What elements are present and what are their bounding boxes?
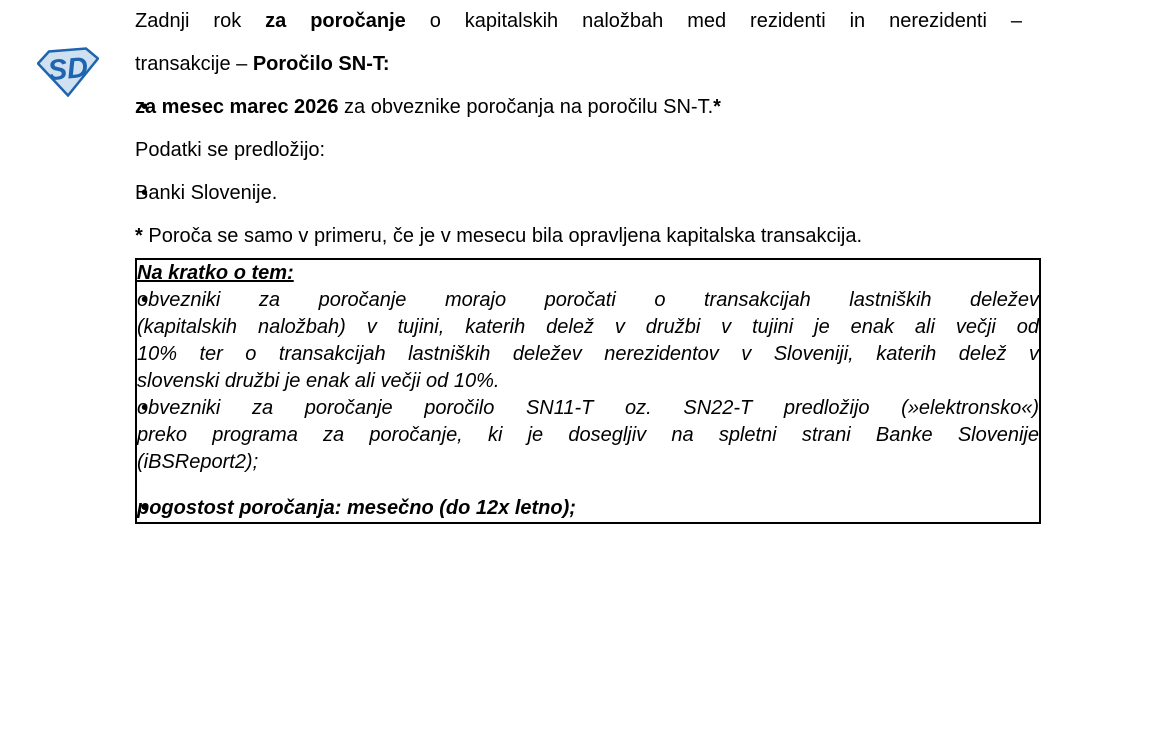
submission-list (135, 172, 1022, 215)
text-line: slovenski družbi je enak ali večji od 10%. (137, 370, 500, 392)
text-line: • obvezniki za poročanje poročilo SN11-T oz. SN22-T predložijo (»elektronsko«) (137, 397, 1039, 419)
text-line: 10% ter o transakcijah lastniških deležev nerezidentov v Sloveniji, katerih delež v (137, 343, 1039, 365)
info-box-item (137, 395, 1039, 476)
info-box (135, 258, 1041, 524)
text-line (135, 43, 1022, 86)
intro-text: o kapitalskih naložbah med rezidenti in nerezidenti – (405, 10, 1022, 32)
info-box-item (137, 287, 1039, 395)
footnote-marker: * (135, 225, 143, 247)
text-line: (iBSReport2); (137, 451, 259, 473)
intro-text: Zadnji rok (135, 10, 266, 32)
info-box-item: • pogostost poročanja: mesečno (do 12x letno); (137, 495, 1039, 522)
deadline-list-item (135, 86, 1022, 129)
intro-paragraph (135, 0, 1022, 86)
text-line: • obvezniki za poročanje morajo poročati o transakcijah lastniških deležev (137, 289, 1039, 311)
sd-logo-letters: SD (46, 51, 90, 88)
info-box-list (137, 287, 1039, 522)
deadline-period: za mesec marec 2026 (135, 96, 339, 118)
text-line: (kapitalskih naložbah) v tujini, katerih delež v družbi v tujini je enak ali večji od (137, 316, 1039, 338)
text-line: preko programa za poročanje, ki je dosegljiv na spletni strani Banke Slovenije (137, 424, 1039, 446)
footnote-text: Poroča se samo v primeru, če je v mesecu bila opravljena kapitalska transakcija. (142, 225, 863, 247)
footnote (135, 215, 1022, 258)
intro-text-bold: za poročanje (265, 10, 406, 32)
deadline-text: za obveznike poročanja na poročilu SN-T. (338, 96, 714, 118)
info-box-title: Na kratko o tem: (137, 262, 294, 284)
footnote-marker: * (713, 96, 721, 118)
intro-text-bold: Poročilo SN-T: (252, 53, 390, 75)
submission-list-item: • Banki Slovenije. (135, 172, 1022, 215)
sd-logo (37, 46, 99, 97)
text-line (135, 0, 1022, 43)
deadline-list (135, 86, 1022, 129)
submission-lead: Podatki se predložijo: (135, 139, 326, 161)
document-body (135, 0, 1039, 524)
intro-text: transakcije – (135, 53, 253, 75)
